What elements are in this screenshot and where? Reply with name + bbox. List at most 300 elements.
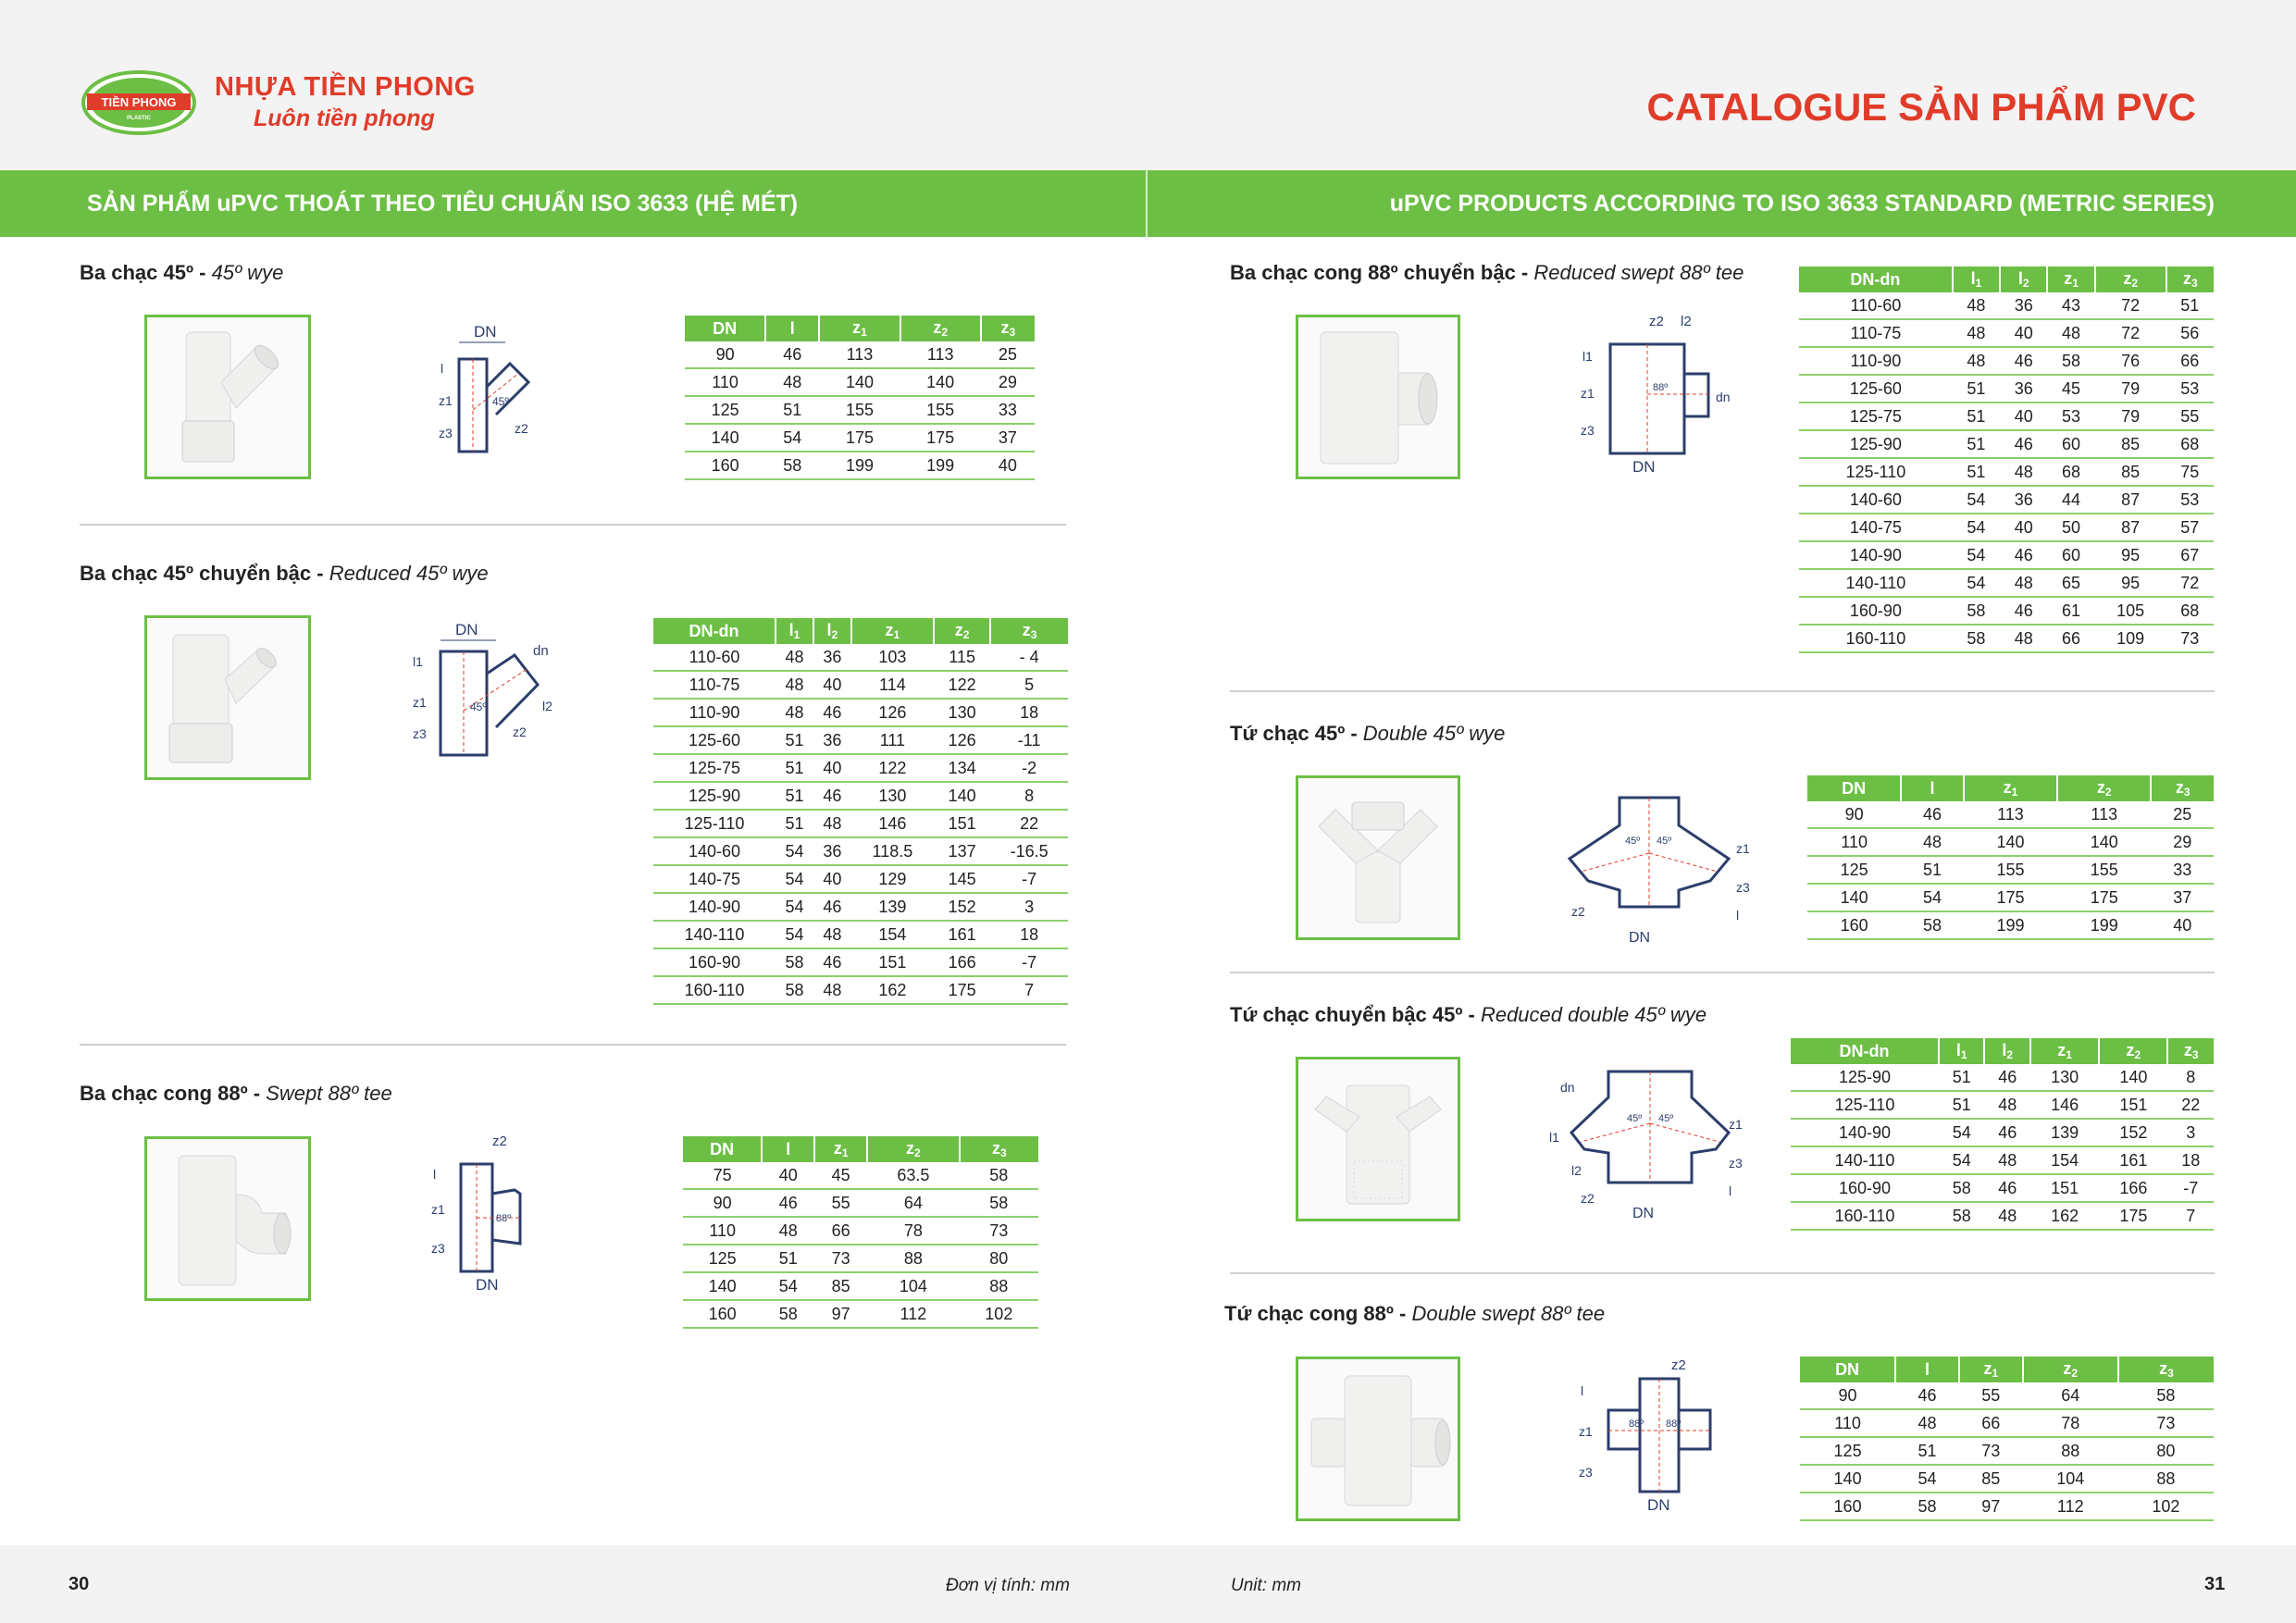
diagram-label-z1: z1 [439, 393, 453, 408]
table-cell: 61 [2047, 597, 2094, 625]
table-cell: 58 [765, 452, 819, 479]
table-cell: 155 [819, 396, 900, 424]
table-cell: 140 [2057, 828, 2151, 856]
table-cell: 115 [934, 644, 990, 671]
section-title-vi: Ba chạc 45º - [80, 261, 212, 284]
table-cell: 73 [1959, 1437, 2023, 1465]
footer-bar [0, 1545, 2296, 1623]
diagram-label-angle: 45º [1657, 836, 1672, 847]
table-cell: 110-60 [653, 644, 776, 671]
double-wye-photo-icon [1298, 778, 1458, 937]
table-cell: -16.5 [990, 837, 1068, 865]
column-header: $z_3$ [990, 618, 1068, 644]
table-cell: 139 [851, 893, 934, 921]
table-cell: 55 [1959, 1382, 2023, 1409]
column-header: l [1895, 1357, 1959, 1382]
column-header: $z_1$ [2030, 1038, 2099, 1064]
diagram-label-angle: 45º [492, 395, 509, 408]
table-cell: 85 [2095, 430, 2166, 458]
table-body [1791, 1064, 2214, 1230]
table-cell: 125 [685, 396, 765, 424]
table-cell: 58 [762, 1300, 814, 1328]
table-cell: 73 [814, 1245, 867, 1272]
table-cell: 48 [1984, 1091, 2030, 1119]
table-cell: 161 [2099, 1146, 2167, 1174]
table-cell: 199 [2057, 911, 2151, 939]
column-header: $z_1$ [2047, 266, 2094, 292]
spec-table-45-wye [685, 316, 1035, 480]
table-cell: 87 [2095, 486, 2166, 514]
diagram-label-z1: z1 [431, 1202, 445, 1217]
table-cell: 68 [2166, 430, 2214, 458]
table-cell: 46 [813, 782, 851, 810]
column-header: $l_1$ [1939, 1038, 1985, 1064]
table-cell: 160 [1807, 911, 1901, 939]
table-cell: 66 [814, 1217, 867, 1245]
table-row [653, 921, 1068, 948]
table-cell: 155 [2057, 856, 2151, 884]
table-cell: 140 [934, 782, 990, 810]
logo-subtext: PLASTIC [127, 116, 151, 121]
table-cell: 25 [2151, 801, 2214, 828]
table-header-row [1799, 266, 2214, 292]
table-cell: 85 [2095, 458, 2166, 486]
table-cell: 140 [900, 368, 981, 396]
table-cell: 73 [960, 1217, 1038, 1245]
section-title-vi: Ba chạc 45º chuyển bậc - [80, 562, 329, 585]
table-cell: 48 [2047, 319, 2094, 347]
table-cell: 110 [1800, 1409, 1895, 1437]
table-cell: 46 [813, 893, 851, 921]
diagram-label-z1: z1 [1729, 1117, 1743, 1132]
section-title-reduced-swept-88-tee [1230, 261, 1744, 285]
table-cell: -7 [990, 865, 1068, 893]
table-cell: 58 [960, 1189, 1038, 1217]
table-cell: 110-90 [1799, 347, 1953, 375]
table-row [1799, 486, 2214, 514]
table-cell: 50 [2047, 514, 2094, 541]
table-cell: 8 [990, 782, 1068, 810]
table-cell: 73 [2118, 1409, 2214, 1437]
table-cell: 46 [1901, 801, 1964, 828]
table-cell: 112 [2023, 1493, 2118, 1520]
wye-photo-icon [147, 317, 308, 477]
table-row [1799, 347, 2214, 375]
column-header: $z_2$ [867, 1136, 960, 1162]
table-cell: 51 [762, 1245, 814, 1272]
diagram-label-l: l [1581, 1383, 1584, 1398]
diagram-45-wye [413, 322, 561, 461]
diagram-label-z3: z3 [1729, 1156, 1743, 1171]
table-cell: 58 [960, 1162, 1038, 1189]
table-row [653, 837, 1068, 865]
table-cell: 48 [776, 644, 813, 671]
table-cell: 46 [2000, 430, 2047, 458]
table-cell: 104 [867, 1272, 960, 1300]
table-cell: 122 [851, 754, 934, 782]
section-divider [1230, 972, 2215, 973]
column-header: $l_1$ [776, 618, 813, 644]
diagram-label-dn: DN [455, 621, 478, 638]
table-cell: 90 [1800, 1382, 1895, 1409]
table-cell: 140 [819, 368, 900, 396]
table-cell: 95 [2095, 541, 2166, 569]
tien-phong-logo [81, 70, 196, 135]
table-row [1791, 1202, 2214, 1230]
brand-slogan: Luôn tiền phong [254, 105, 435, 131]
table-row [685, 341, 1035, 368]
table-row [653, 644, 1068, 671]
diagram-label-l1: l1 [413, 654, 423, 669]
diagram-label-l1: l1 [1549, 1130, 1559, 1145]
table-cell: 51 [776, 726, 813, 754]
spec-table-swept-88-tee [683, 1136, 1038, 1329]
band-separator [1146, 170, 1148, 237]
table-header-row [685, 316, 1035, 341]
table-cell: 160-110 [1791, 1202, 1939, 1230]
table-cell: 48 [813, 921, 851, 948]
table-cell: -7 [2167, 1174, 2214, 1202]
table-row [653, 810, 1068, 837]
table-cell: 80 [2118, 1437, 2214, 1465]
tee-photo-icon [147, 1139, 308, 1298]
table-row [1799, 569, 2214, 597]
table-cell: 3 [2167, 1119, 2214, 1146]
table-cell: 109 [2095, 625, 2166, 652]
table-cell: 88 [960, 1272, 1038, 1300]
table-row [1800, 1493, 2214, 1520]
diagram-label-dn: DN [1632, 458, 1656, 476]
section-title-en: Reduced swept 88º tee [1533, 261, 1744, 284]
section-divider [80, 1044, 1066, 1046]
section-title-en: Double 45º wye [1362, 722, 1506, 745]
table-cell: 48 [2000, 625, 2047, 652]
table-row [683, 1300, 1038, 1328]
column-header: $z_1$ [819, 316, 900, 341]
logo-text: TIỀN PHONG [101, 95, 177, 109]
table-cell: 110-60 [1799, 292, 1953, 319]
section-title-en: Reduced double 45º wye [1480, 1003, 1707, 1026]
diagram-label-angle: 88º [1666, 1419, 1682, 1430]
diagram-label-z2: z2 [1649, 314, 1664, 329]
table-cell: 58 [776, 948, 813, 976]
section-title-vi: Tứ chạc 45º - [1230, 722, 1363, 745]
table-cell: 113 [2057, 801, 2151, 828]
table-cell: 125-90 [1791, 1064, 1939, 1091]
table-cell: 111 [851, 726, 934, 754]
table-row [1807, 911, 2214, 939]
table-cell: 126 [934, 726, 990, 754]
table-cell: 162 [2030, 1202, 2099, 1230]
table-cell: 57 [2166, 514, 2214, 541]
table-cell: 68 [2047, 458, 2094, 486]
table-row [1799, 597, 2214, 625]
table-cell: 125-110 [1799, 458, 1953, 486]
table-row [653, 699, 1068, 726]
diagram-label-z2: z2 [1581, 1191, 1595, 1206]
section-title-en: Swept 88º tee [266, 1082, 392, 1105]
table-cell: 40 [2151, 911, 2214, 939]
table-cell: 55 [2166, 403, 2214, 430]
table-cell: 113 [819, 341, 900, 368]
table-row [653, 865, 1068, 893]
diagram-label-angle: 45º [470, 700, 487, 713]
table-cell: 46 [2000, 541, 2047, 569]
table-cell: 40 [813, 865, 851, 893]
table-cell: 48 [776, 671, 813, 699]
spec-table-reduced-swept-88-tee [1799, 266, 2214, 653]
table-cell: 46 [1984, 1174, 2030, 1202]
table-cell: 22 [990, 810, 1068, 837]
diagram-label-z1: z1 [1579, 1424, 1593, 1439]
table-row [1807, 801, 2214, 828]
table-cell: 58 [776, 976, 813, 1004]
table-cell: 43 [2047, 292, 2094, 319]
diagram-label-z3: z3 [439, 426, 453, 440]
table-cell: 130 [2030, 1064, 2099, 1091]
table-cell: 199 [1964, 911, 2057, 939]
table-cell: 66 [2166, 347, 2214, 375]
table-cell: 40 [813, 671, 851, 699]
table-cell: 60 [2047, 430, 2094, 458]
table-cell: 151 [851, 948, 934, 976]
table-cell: 48 [1895, 1409, 1959, 1437]
band-title-en: uPVC PRODUCTS ACCORDING TO ISO 3633 STANDARD (METRIC SERIES) [1389, 191, 2215, 217]
diagram-double-swept-88-tee [1562, 1353, 1747, 1519]
table-cell: 78 [867, 1217, 960, 1245]
table-cell: 160-90 [653, 948, 776, 976]
table-cell: 154 [2030, 1146, 2099, 1174]
table-cell: 151 [2099, 1091, 2167, 1119]
table-cell: -11 [990, 726, 1068, 754]
table-cell: 63.5 [867, 1162, 960, 1189]
table-cell: 53 [2166, 486, 2214, 514]
table-cell: 36 [813, 837, 851, 865]
table-cell: 68 [2166, 597, 2214, 625]
table-cell: 166 [934, 948, 990, 976]
table-cell: 140 [685, 424, 765, 452]
table-cell: 36 [2000, 292, 2047, 319]
section-title-vi: Ba chạc cong 88º chuyển bậc - [1230, 261, 1534, 284]
table-cell: 7 [2167, 1202, 2214, 1230]
diagram-reduced-swept-88-tee [1560, 305, 1736, 481]
product-photo-swept-88-tee [144, 1136, 311, 1301]
table-cell: 72 [2095, 292, 2166, 319]
table-row [1799, 625, 2214, 652]
table-cell: 140 [1964, 828, 2057, 856]
diagram-label-angle: 88º [1629, 1419, 1644, 1430]
column-header: $z_3$ [2167, 1038, 2214, 1064]
table-row [1799, 375, 2214, 403]
page-number-right: 31 [2204, 1574, 2226, 1594]
table-row [1799, 458, 2214, 486]
table-cell: 140-90 [1791, 1119, 1939, 1146]
table-cell: 58 [1901, 911, 1964, 939]
diagram-label-z2: z2 [513, 725, 527, 739]
table-cell: 126 [851, 699, 934, 726]
column-header: DN-dn [1791, 1038, 1939, 1064]
table-cell: 110-90 [653, 699, 776, 726]
table-cell: 152 [2099, 1119, 2167, 1146]
table-cell: 53 [2166, 375, 2214, 403]
table-cell: 48 [1953, 347, 2000, 375]
diagram-label-z1: z1 [413, 695, 427, 710]
table-cell: -2 [990, 754, 1068, 782]
table-cell: 140 [1800, 1465, 1895, 1493]
table-cell: 36 [813, 726, 851, 754]
diagram-swept-88-tee [413, 1129, 561, 1295]
spec-table-double-45-wye [1807, 775, 2214, 940]
diagram-label-dn: DN [1632, 1206, 1655, 1221]
table-row [683, 1162, 1038, 1189]
table-cell: 54 [762, 1272, 814, 1300]
table-cell: 102 [2118, 1493, 2214, 1520]
table-cell: 125 [1800, 1437, 1895, 1465]
table-cell: 29 [981, 368, 1035, 396]
table-cell: 51 [776, 754, 813, 782]
table-cell: 18 [990, 921, 1068, 948]
table-cell: 125-75 [653, 754, 776, 782]
table-row [1791, 1174, 2214, 1202]
column-header: DN [683, 1136, 762, 1162]
table-cell: 113 [1964, 801, 2057, 828]
table-row [685, 368, 1035, 396]
table-cell: 54 [776, 921, 813, 948]
band-title-vi: SẢN PHẨM uPVC THOÁT THEO TIÊU CHUẨN ISO 3633 (HỆ MÉT) [87, 191, 799, 217]
table-cell: 48 [1984, 1146, 2030, 1174]
table-cell: 48 [813, 810, 851, 837]
unit-note-vi: Đơn vị tính: mm [946, 1576, 1070, 1595]
table-cell: 85 [1959, 1465, 2023, 1493]
table-cell: 54 [765, 424, 819, 452]
diagram-label-z3: z3 [413, 726, 427, 741]
table-cell: 51 [1953, 458, 2000, 486]
table-cell: 140 [1807, 884, 1901, 911]
column-header: $z_1$ [1959, 1357, 2023, 1382]
table-cell: 125-110 [653, 810, 776, 837]
column-header: $z_2$ [934, 618, 990, 644]
brand-name: NHỰA TIỀN PHONG [215, 72, 476, 102]
table-row [653, 782, 1068, 810]
table-row [683, 1272, 1038, 1300]
table-header-row [1807, 775, 2214, 801]
table-cell: 36 [2000, 375, 2047, 403]
table-cell: 95 [2095, 569, 2166, 597]
table-cell: 46 [762, 1189, 814, 1217]
table-body [1799, 292, 2214, 652]
table-cell: 54 [1939, 1119, 1985, 1146]
table-cell: 48 [2000, 569, 2047, 597]
table-cell: 48 [1984, 1202, 2030, 1230]
table-cell: 58 [1953, 597, 2000, 625]
section-divider [1230, 690, 2215, 692]
column-header: $z_2$ [2057, 775, 2151, 801]
table-cell: 76 [2095, 347, 2166, 375]
table-cell: 51 [776, 810, 813, 837]
table-cell: 134 [934, 754, 990, 782]
table-cell: 40 [813, 754, 851, 782]
table-row [685, 396, 1035, 424]
table-cell: 125-75 [1799, 403, 1953, 430]
section-title-vi: Tứ chạc chuyển bậc 45º - [1230, 1003, 1481, 1026]
table-row [653, 976, 1068, 1004]
table-cell: 78 [2023, 1409, 2118, 1437]
table-cell: 8 [2167, 1064, 2214, 1091]
spec-table-reduced-45-wye [653, 618, 1068, 1005]
table-cell: 140-90 [653, 893, 776, 921]
table-cell: 160 [685, 452, 765, 479]
table-row [1791, 1119, 2214, 1146]
table-cell: 139 [2030, 1119, 2099, 1146]
table-cell: 160-110 [653, 976, 776, 1004]
table-cell: 160 [1800, 1493, 1895, 1520]
table-cell: 155 [1964, 856, 2057, 884]
table-cell: 79 [2095, 375, 2166, 403]
table-cell: 90 [683, 1189, 762, 1217]
table-row [1807, 884, 2214, 911]
table-body [685, 341, 1035, 479]
table-row [1807, 828, 2214, 856]
table-cell: 79 [2095, 403, 2166, 430]
table-cell: 152 [934, 893, 990, 921]
diagram-label-angle: 45º [1625, 836, 1641, 847]
table-cell: 88 [2118, 1465, 2214, 1493]
diagram-label-l2: l2 [542, 699, 552, 713]
table-row [1799, 292, 2214, 319]
table-cell: 67 [2166, 541, 2214, 569]
diagram-label-dn-small: dn [1560, 1080, 1575, 1095]
table-cell: 125-60 [1799, 375, 1953, 403]
diagram-label-l: l [441, 361, 444, 376]
table-cell: 58 [1895, 1493, 1959, 1520]
table-cell: 66 [2047, 625, 2094, 652]
table-row [653, 671, 1068, 699]
table-cell: 46 [2000, 347, 2047, 375]
table-cell: 199 [819, 452, 900, 479]
table-cell: 118.5 [851, 837, 934, 865]
table-cell: 155 [900, 396, 981, 424]
table-cell: 56 [2166, 319, 2214, 347]
table-cell: 37 [981, 424, 1035, 452]
diagram-label-z3: z3 [1579, 1465, 1593, 1480]
table-row [685, 424, 1035, 452]
table-cell: 146 [851, 810, 934, 837]
product-photo-double-45-wye [1296, 775, 1460, 940]
section-divider [80, 524, 1066, 526]
table-cell: 51 [765, 396, 819, 424]
table-cell: 54 [1953, 486, 2000, 514]
table-row [1791, 1091, 2214, 1119]
diagram-label-l1: l1 [1582, 349, 1593, 364]
column-header: DN-dn [1799, 266, 1953, 292]
column-header: $z_2$ [2095, 266, 2166, 292]
section-divider [1230, 1272, 2215, 1274]
table-cell: 140 [2099, 1064, 2167, 1091]
table-cell: 51 [2166, 292, 2214, 319]
column-header: $z_3$ [981, 316, 1035, 341]
table-cell: 46 [813, 699, 851, 726]
table-cell: 199 [900, 452, 981, 479]
table-cell: 54 [1901, 884, 1964, 911]
column-header: $l_1$ [1953, 266, 2000, 292]
column-header: l [1901, 775, 1964, 801]
table-cell: 58 [1939, 1174, 1985, 1202]
diagram-reduced-45-wye [403, 618, 570, 766]
table-cell: 125-90 [1799, 430, 1953, 458]
table-cell: 48 [765, 368, 819, 396]
diagram-label-z1: z1 [1736, 841, 1750, 856]
table-cell: 40 [981, 452, 1035, 479]
